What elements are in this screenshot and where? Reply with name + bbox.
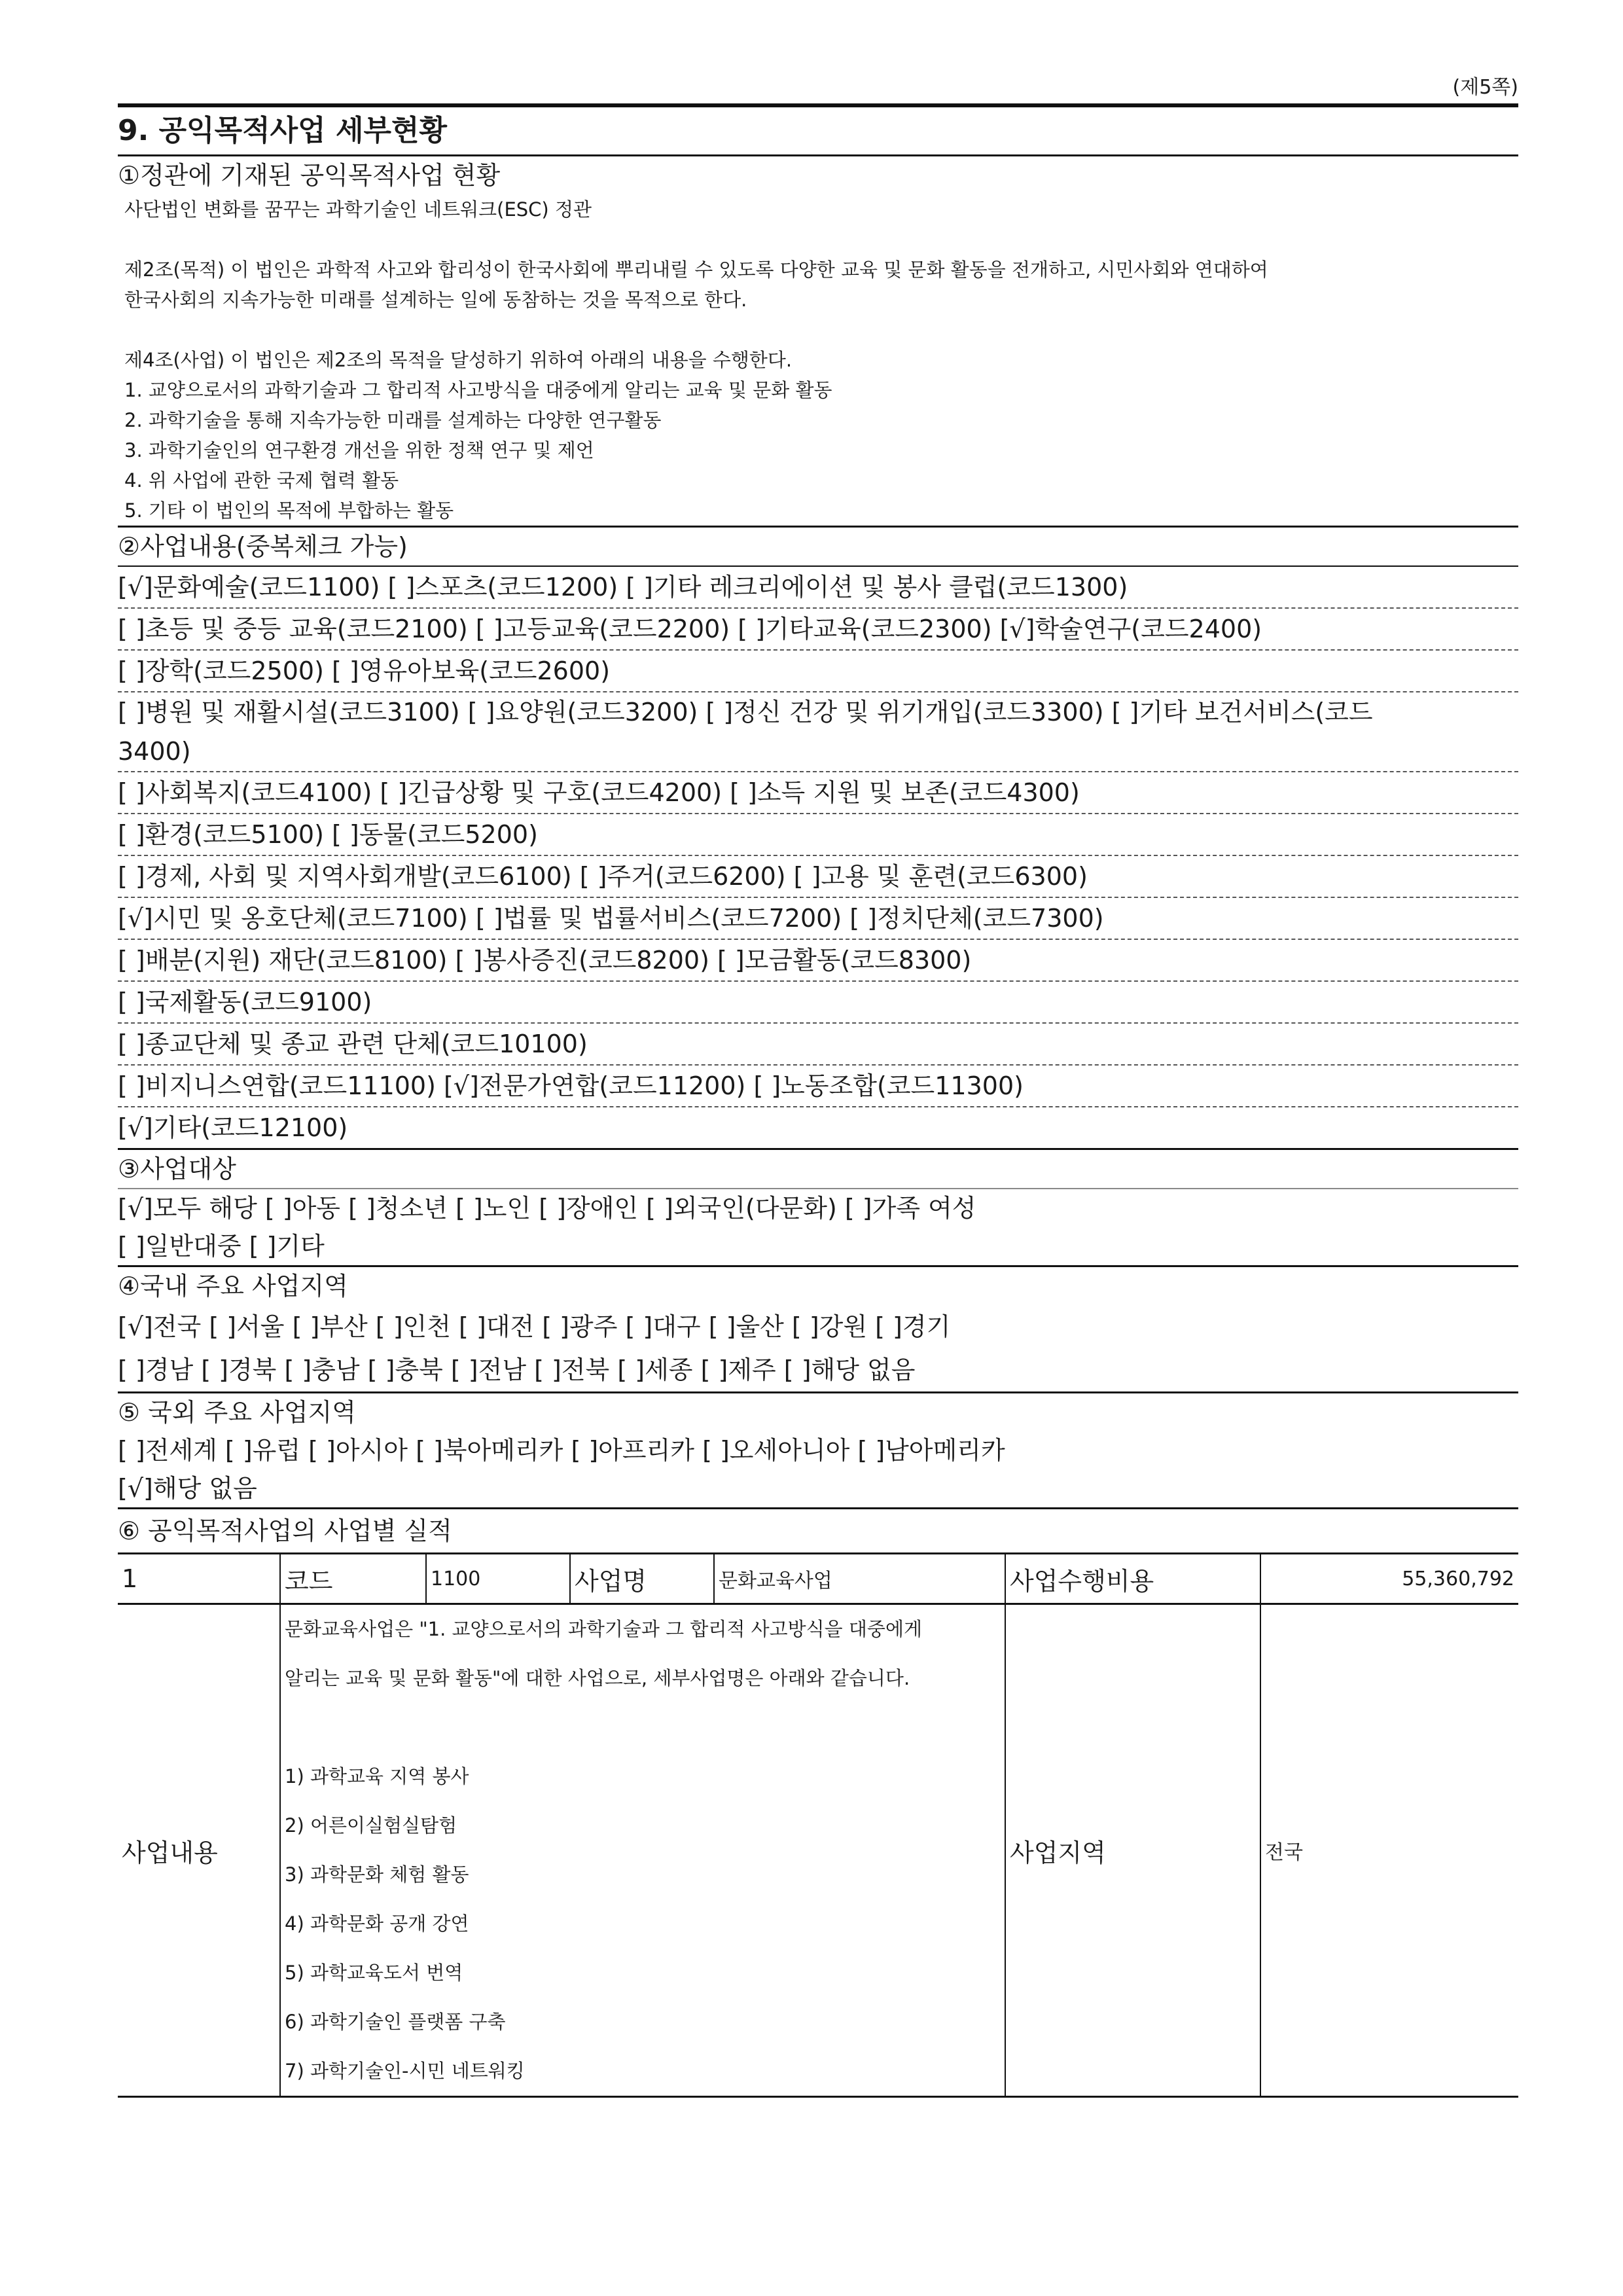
articles-line: 사단법인 변화를 꿈꾸는 과학기술인 네트워크(ESC) 정관	[124, 198, 592, 221]
articles-line: 4. 위 사업에 관한 국제 협력 활동	[124, 469, 399, 492]
business-code-row: [√]시민 및 옹호단체(코드7100) [ ]법률 및 법률서비스(코드7200) [ ]정치단체(코드7300)	[118, 898, 1518, 940]
business-content-heading: ②사업내용(중복체크 가능)	[118, 532, 408, 561]
content-description	[280, 1604, 1005, 2097]
articles-section	[118, 156, 1518, 526]
business-content-section	[118, 526, 1518, 1148]
target-heading: ③사업대상	[118, 1155, 236, 1183]
blank-line	[118, 315, 1518, 345]
articles-line: 2. 과학기술을 통해 지속가능한 미래를 설계하는 다양한 연구활동	[124, 409, 662, 431]
overseas-region-row: [ ]전세계 [ ]유럽 [ ]아시아 [ ]북아메리카 [ ]아프리카 [ ]오세아니아 [ ]남아메리카	[118, 1436, 1005, 1465]
content-line: 3) 과학문화 체험 활동	[285, 1863, 469, 1886]
content-label: 사업내용	[118, 1604, 280, 2097]
target-section	[118, 1148, 1518, 1265]
content-line: 알리는 교육 및 문화 활동"에 대한 사업으로, 세부사업명은 아래와 같습니다.	[285, 1667, 910, 1689]
performance-header-row	[118, 1554, 1518, 1604]
region-label: 사업지역	[1005, 1604, 1260, 2097]
content-line: 4) 과학문화 공개 강연	[285, 1912, 469, 1935]
section-title: 9. 공익목적사업 세부현황	[118, 103, 1518, 156]
business-name-label: 사업명	[570, 1554, 714, 1604]
content-line: 1) 과학교육 지역 봉사	[285, 1765, 469, 1787]
domestic-region-section	[118, 1265, 1518, 1391]
articles-line: 제4조(사업) 이 법인은 제2조의 목적을 달성하기 위하여 아래의 내용을 수행한다.	[124, 349, 793, 371]
page-number: (제5쪽)	[1452, 76, 1518, 99]
content-line: 7) 과학기술인-시민 네트워킹	[285, 2060, 525, 2082]
performance-table	[118, 1552, 1518, 2098]
articles-line: 3. 과학기술인의 연구환경 개선을 위한 정책 연구 및 제언	[124, 439, 594, 461]
business-code-row: [ ]비지니스연합(코드11100) [√]전문가연합(코드11200) [ ]노동조합(코드11300)	[118, 1066, 1518, 1107]
target-row: [√]모두 해당 [ ]아동 [ ]청소년 [ ]노인 [ ]장애인 [ ]외국인(다문화) [ ]가족 여성	[118, 1194, 976, 1223]
business-code-row-line: [ ]병원 및 재활시설(코드3100) [ ]요양원(코드3200) [ ]정신 건강 및 위기개입(코드3300) [ ]기타 보건서비스(코드	[118, 698, 1373, 726]
content-line: 문화교육사업은 "1. 교양으로서의 과학기술과 그 합리적 사고방식을 대중에게	[285, 1618, 922, 1640]
cost-label: 사업수행비용	[1005, 1554, 1260, 1604]
blank-line	[118, 224, 1518, 255]
region-value: 전국	[1260, 1604, 1518, 2097]
articles-line: 5. 기타 이 법인의 목적에 부합하는 활동	[124, 499, 454, 522]
business-code-row-line: 3400)	[118, 737, 191, 766]
overseas-region-row: [√]해당 없음	[118, 1474, 257, 1503]
business-code-row: [ ]종교단체 및 종교 관련 단체(코드10100)	[118, 1024, 1518, 1066]
business-code-row: [ ]배분(지원) 재단(코드8100) [ ]봉사증진(코드8200) [ ]모금활동(코드8300)	[118, 940, 1518, 982]
business-name-value: 문화교육사업	[714, 1554, 1005, 1604]
articles-line: 제2조(목적) 이 법인은 과학적 사고와 합리성이 한국사회에 뿌리내릴 수 있도록 다양한 교육 및 문화 활동을 전개하고, 시민사회와 연대하여	[124, 259, 1268, 281]
articles-line: 한국사회의 지속가능한 미래를 설계하는 일에 동참하는 것을 목적으로 한다.	[124, 289, 747, 311]
business-code-row: [ ]장학(코드2500) [ ]영유아보육(코드2600)	[118, 651, 1518, 692]
business-code-row: [ ]경제, 사회 및 지역사회개발(코드6100) [ ]주거(코드6200) [ ]고용 및 훈련(코드6300)	[118, 856, 1518, 898]
performance-content-row	[118, 1604, 1518, 2097]
target-row: [ ]일반대중 [ ]기타	[118, 1232, 325, 1261]
business-code-row: [√]기타(코드12100)	[118, 1113, 348, 1142]
performance-heading: ⑥ 공익목적사업의 사업별 실적	[118, 1516, 452, 1545]
articles-heading: ①정관에 기재된 공익목적사업 현황	[118, 161, 501, 190]
code-label: 코드	[280, 1554, 426, 1604]
domestic-region-row: [√]전국 [ ]서울 [ ]부산 [ ]인천 [ ]대전 [ ]광주 [ ]대구 [ ]울산 [ ]강원 [ ]경기	[118, 1312, 951, 1341]
overseas-region-section	[118, 1391, 1518, 1507]
overseas-region-heading: ⑤ 국외 주요 사업지역	[118, 1398, 356, 1427]
business-code-row: [ ]사회복지(코드4100) [ ]긴급상황 및 구호(코드4200) [ ]소득 지원 및 보존(코드4300)	[118, 772, 1518, 814]
business-code-row: [√]문화예술(코드1100) [ ]스포츠(코드1200) [ ]기타 레크리에이션 및 봉사 클럽(코드1300)	[118, 567, 1518, 609]
business-code-row: [ ]국제활동(코드9100)	[118, 982, 1518, 1024]
content-line: 6) 과학기술인 플랫폼 구축	[285, 2011, 506, 2033]
business-code-row: [ ]환경(코드5100) [ ]동물(코드5200)	[118, 814, 1518, 856]
business-code-row: [ ]초등 및 중등 교육(코드2100) [ ]고등교육(코드2200) [ ]기타교육(코드2300) [√]학술연구(코드2400)	[118, 609, 1518, 651]
document-page	[118, 72, 1518, 2098]
cost-value: 55,360,792	[1260, 1554, 1518, 1604]
articles-line: 1. 교양으로서의 과학기술과 그 합리적 사고방식을 대중에게 알리는 교육 및 문화 활동	[124, 379, 832, 401]
content-line: 2) 어른이실험실탐험	[285, 1814, 457, 1837]
content-line	[285, 1703, 1001, 1752]
performance-no: 1	[118, 1554, 280, 1604]
domestic-region-heading: ④국내 주요 사업지역	[118, 1272, 348, 1300]
domestic-region-row: [ ]경남 [ ]경북 [ ]충남 [ ]충북 [ ]전남 [ ]전북 [ ]세종 [ ]제주 [ ]해당 없음	[118, 1355, 916, 1384]
performance-section	[118, 1507, 1518, 2098]
code-value: 1100	[426, 1554, 570, 1604]
business-code-row	[118, 692, 1518, 772]
content-line: 5) 과학교육도서 번역	[285, 1962, 463, 1984]
